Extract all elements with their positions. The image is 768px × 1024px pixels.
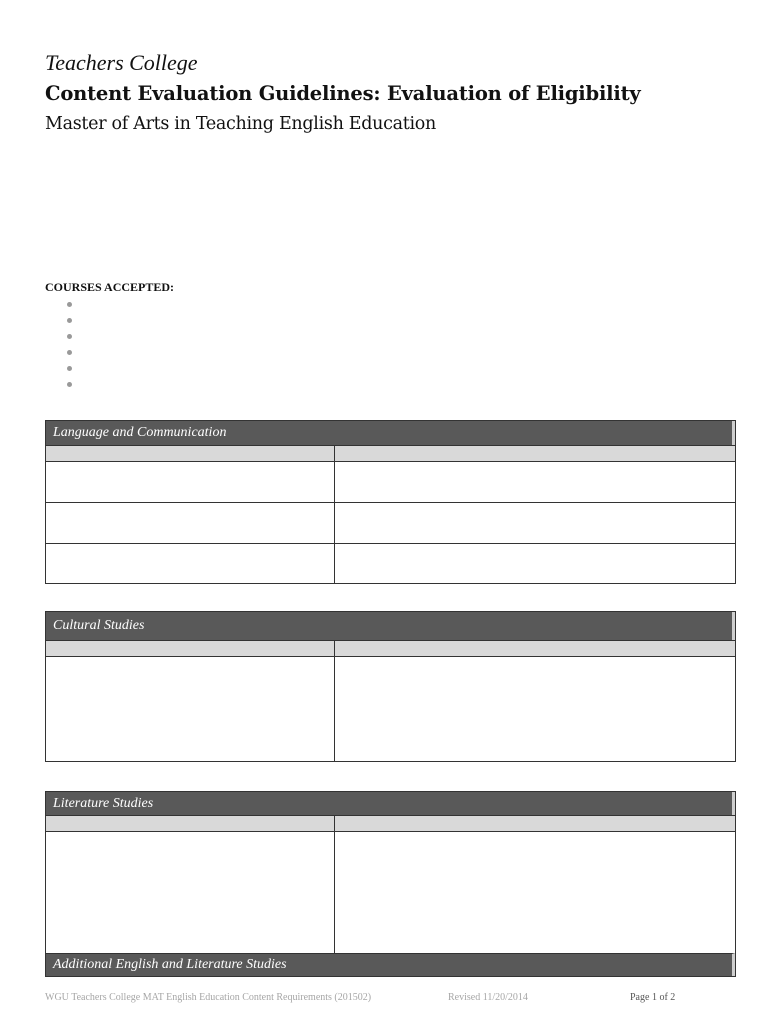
table-sub-header (46, 815, 735, 832)
table-cell (335, 657, 735, 761)
footer-revised-date: Revised 11/20/2014 (448, 992, 528, 1003)
table-row (46, 543, 735, 583)
table-cell (46, 544, 335, 583)
table-row (46, 832, 735, 953)
document-title: Content Evaluation Guidelines: Evaluation of Eligibility (45, 82, 641, 105)
document-subtitle: Master of Arts in Teaching English Education (45, 114, 437, 134)
list-item (66, 297, 72, 313)
table-cell (46, 503, 335, 543)
table-cell (46, 462, 335, 502)
list-item (66, 361, 72, 377)
table-sub-header (46, 445, 735, 462)
table-cell (335, 544, 735, 583)
sub-header-cell (335, 816, 735, 831)
org-name: Teachers College (45, 50, 198, 75)
table-cell (335, 503, 735, 543)
list-item (66, 377, 72, 393)
sub-header-cell (46, 641, 335, 656)
table-cell (46, 657, 335, 761)
section-header: Literature Studies (46, 792, 735, 815)
table-row (46, 462, 735, 502)
courses-bullet-list (66, 297, 72, 393)
courses-accepted-label: COURSES ACCEPTED: (45, 280, 175, 294)
footer-document-name: WGU Teachers College MAT English Education Content Requirements (201502) (45, 992, 372, 1003)
table-row (46, 657, 735, 761)
sub-header-cell (335, 641, 735, 656)
section-header: Cultural Studies (46, 612, 735, 640)
sub-header-cell (46, 816, 335, 831)
sub-header-cell (46, 446, 335, 461)
table-cell (335, 832, 735, 953)
table-cell (46, 832, 335, 953)
table-sub-header (46, 640, 735, 657)
section-cultural-studies (45, 611, 736, 762)
table-cell (335, 462, 735, 502)
section-header: Language and Communication (46, 421, 735, 445)
section-header: Additional English and Literature Studies (46, 953, 735, 976)
section-literature-studies (45, 791, 736, 977)
list-item (66, 329, 72, 345)
list-item (66, 345, 72, 361)
sub-header-cell (335, 446, 735, 461)
list-item (66, 313, 72, 329)
section-language-communication (45, 420, 736, 584)
table-row (46, 502, 735, 543)
footer-page-number: Page 1 of 2 (630, 992, 676, 1003)
